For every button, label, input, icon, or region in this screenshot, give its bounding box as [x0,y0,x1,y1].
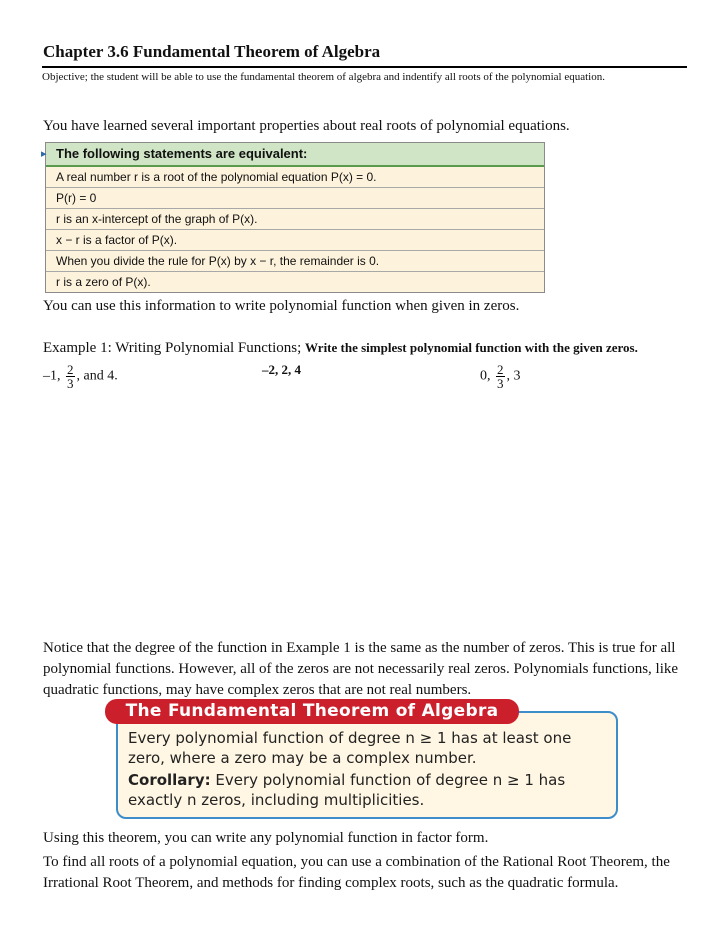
fraction-two-thirds [496,363,505,390]
corollary-text: Every polynomial function of degree n ≥ 1 has exactly n zeros, including multiplicities. [128,771,566,809]
objective-text: Objective; the student will be able to use the fundamental theorem of algebra and indentify all roots of the polynomial equation. [42,71,605,83]
zeros-c-end: , 3 [506,368,521,384]
zeros-a-end: , and 4. [76,368,118,384]
example-instruction: Write the simplest polynomial function with the given zeros. [305,340,638,355]
intro-text: You have learned several important properties about real roots of polynomial equations. [43,118,570,134]
example-heading [43,340,638,357]
fraction-denominator: 3 [497,376,504,391]
corollary-label: Corollary: [128,771,211,789]
theorem-statement: Every polynomial function of degree n ≥ 1 has at least one zero, where a zero may be a complex number. [128,729,572,767]
table-row: A real number r is a root of the polynomial equation P(x) = 0. [56,170,377,184]
theorem-content [128,728,608,812]
table-row: P(r) = 0 [46,187,544,208]
table-header [41,143,544,167]
table-row: When you divide the rule for P(x) by x − r, the remainder is 0. [46,250,544,271]
example-label: Example 1: Writing Polynomial Functions; [43,340,302,356]
theorem-title: The Fundamental Theorem of Algebra [105,699,519,724]
zeros-set-b: –2, 2, 4 [262,362,301,377]
zeros-a-start: –1, [43,368,61,384]
fraction-two-thirds [66,363,75,390]
table-row: r is a zero of P(x). [46,271,544,292]
table-row: x − r is a factor of P(x). [46,229,544,250]
zeros-c-start: 0, [480,368,491,384]
fraction-denominator: 3 [67,376,74,391]
equivalent-statements-table [41,142,545,293]
theorem-corollary [128,770,608,810]
fraction-numerator: 2 [67,362,74,377]
notice-paragraph: Notice that the degree of the function in Example 1 is the same as the number of zeros. This is true for all polynomial functions. However, all of the zeros are not necessarily real zeros. Polynomials functions, like quadratic functions, may have complex zeros that are not real numbers. [43,640,679,698]
roots-paragraph: To find all roots of a polynomial equation, you can use a combination of the Rational Root Theorem, the Irrational Root Theorem, and methods for finding complex roots, such as the quadratic formula. [43,854,670,891]
table-row: r is an x-intercept of the graph of P(x). [46,208,544,229]
zeros-set-a [43,363,118,390]
page-title: Chapter 3.6 Fundamental Theorem of Algebra [43,42,381,61]
use-info-text: You can use this information to write polynomial function when given in zeros. [43,298,520,314]
title-divider [42,66,687,68]
zeros-set-c [480,363,521,390]
table-header-label: The following statements are equivalent: [56,146,308,161]
table-body [46,167,544,292]
fraction-numerator: 2 [497,362,504,377]
bullet-arrow-icon: ▸ [41,148,47,160]
using-theorem-text: Using this theorem, you can write any polynomial function in factor form. [43,830,489,846]
